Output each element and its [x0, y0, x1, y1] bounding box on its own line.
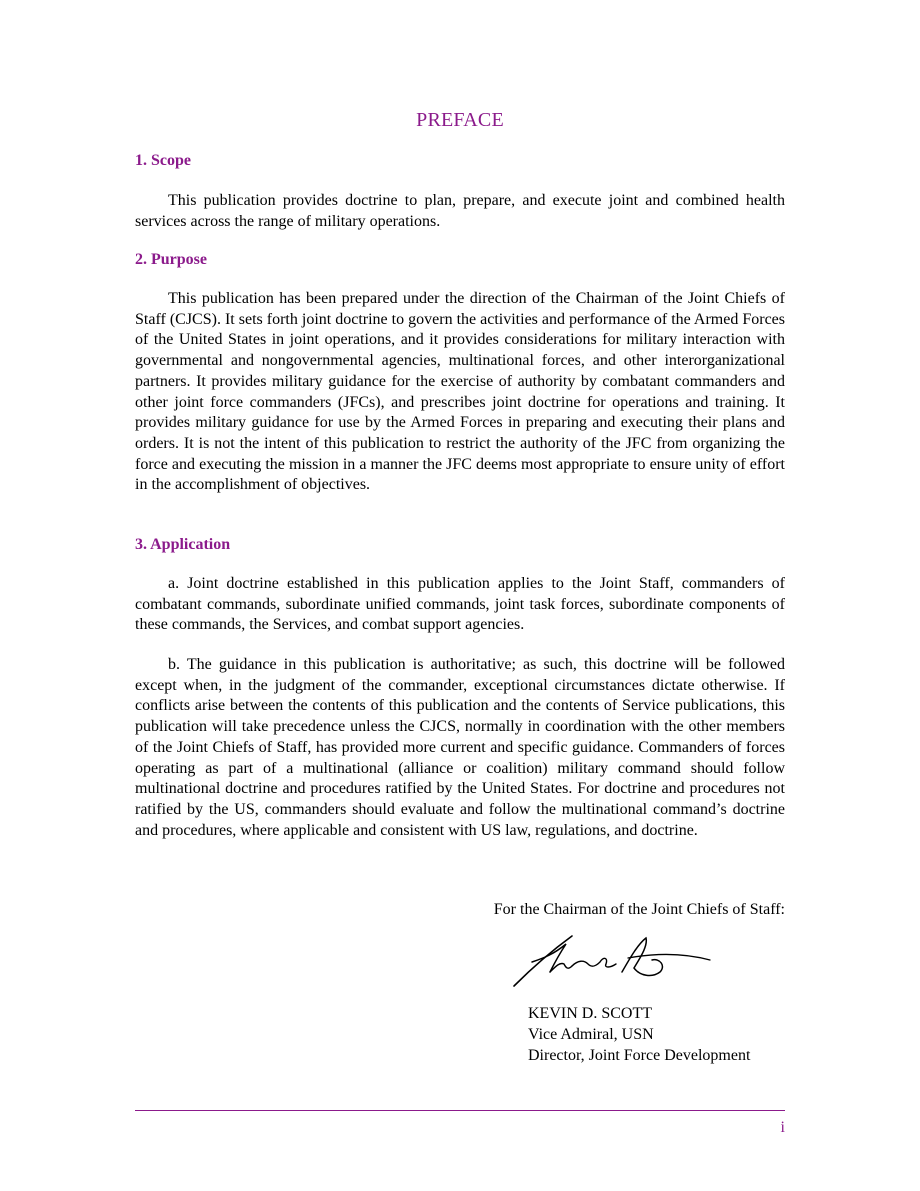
footer-divider — [135, 1110, 785, 1111]
signatory-name: KEVIN D. SCOTT — [528, 1005, 652, 1022]
purpose-heading: 2. Purpose — [135, 251, 207, 268]
page-title: PREFACE — [416, 109, 504, 131]
application-heading: 3. Application — [135, 536, 231, 553]
page-number: i — [780, 1119, 785, 1136]
signatory-position: Director, Joint Force Development — [528, 1047, 751, 1064]
handwritten-signature — [510, 928, 720, 990]
for-chairman-line: For the Chairman of the Joint Chiefs of Staff: — [493, 901, 785, 918]
signatory-rank: Vice Admiral, USN — [528, 1026, 654, 1043]
application-paragraph-b: b. The guidance in this publication is authoritative; as such, this doctrine will be followed except when, in the judgment of the commander, exceptional circumstances dictate otherwise. If conflicts arise between the contents of this publication and the contents of Service publications, this publication will take precedence unless the CJCS, normally in coordination with the other members of the Joint Chiefs of Staff, has provided more current and specific guidance. Commanders of forces operating as part of a multinational (alliance or coalition) military command should follow multinational doctrine and procedures ratified by the United States. For doctrine and procedures not ratified by the US, commanders should evaluate and follow the multinational command’s doctrine and procedures, where applicable and consistent with US law, regulations, and doctrine. — [135, 656, 785, 839]
purpose-paragraph: This publication has been prepared under the direction of the Chairman of the Joint Chiefs of Staff (CJCS). It sets forth joint doctrine to govern the activities and performance of the Armed Forces of the United States in joint operations, and it provides considerations for military interaction with governmental and nongovernmental agencies, multinational forces, and other interorganizational partners. It provides military guidance for the exercise of authority by combatant commanders and other joint force commanders (JFCs), and prescribes joint doctrine for operations and training. It provides military guidance for use by the Armed Forces in preparing and executing their plans and orders. It is not the intent of this publication to restrict the authority of the JFC from organizing the force and executing the mission in a manner the JFC deems most appropriate to ensure unity of effort in the accomplishment of objectives. — [135, 290, 785, 494]
application-paragraph-a: a. Joint doctrine established in this publication applies to the Joint Staff, commanders of combatant commands, subordinate unified commands, joint task forces, subordinate components of these commands, the Services, and combat support agencies. — [135, 575, 785, 634]
signatory-block — [528, 1003, 750, 1066]
scope-heading: 1. Scope — [135, 152, 191, 169]
scope-paragraph: This publication provides doctrine to plan, prepare, and execute joint and combined health services across the range of military operations. — [135, 192, 785, 230]
